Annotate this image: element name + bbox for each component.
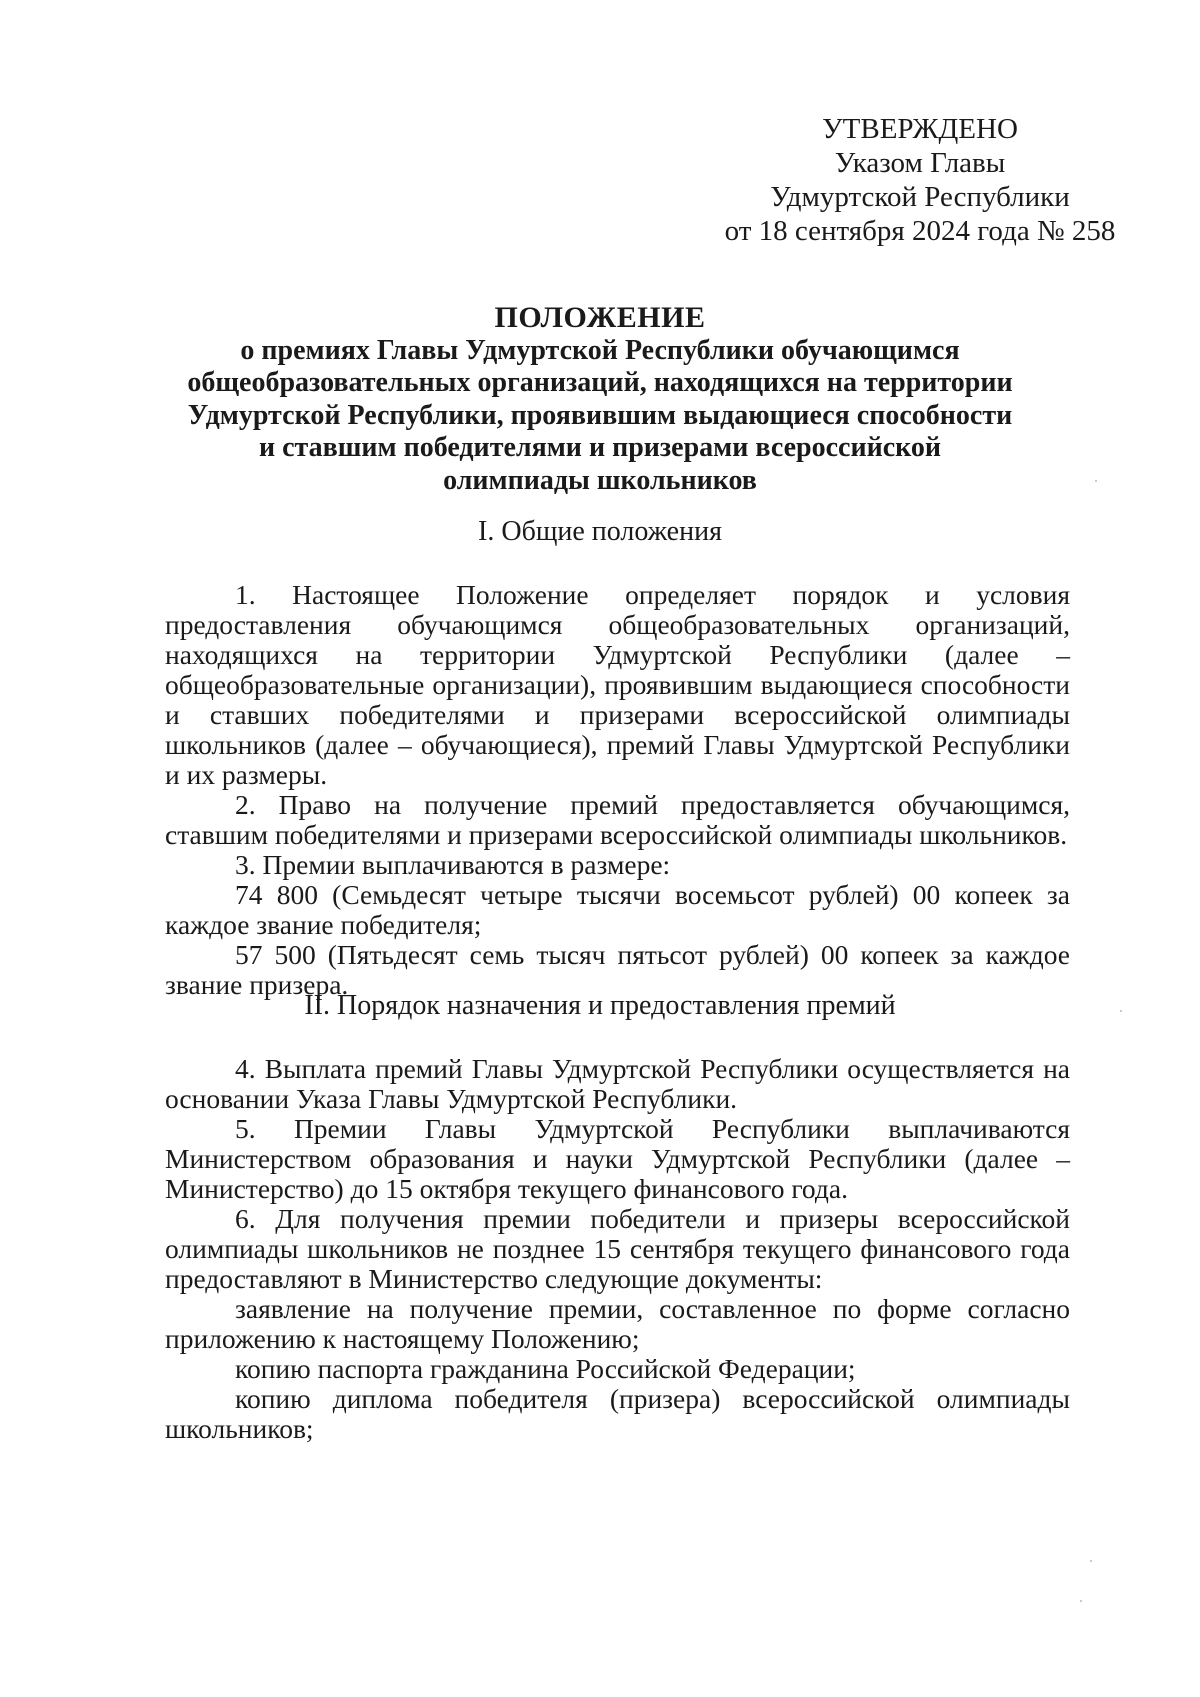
document-title bbox=[150, 302, 1050, 497]
paragraph-6: 6. Для получения премии победители и призеры всероссийской олимпиады школьников не позднее 15 сентября текущего финансового года предоставляют в Министерство следующие документы: bbox=[165, 1203, 1070, 1294]
section-1-body bbox=[165, 580, 1070, 1000]
paragraph-3: 3. Премии выплачиваются в размере: bbox=[235, 849, 671, 880]
paragraph-2: 2. Право на получение премий предоставляется обучающимся, ставшим победителями и призерами всероссийской олимпиады школьников. bbox=[165, 789, 1070, 850]
approval-line-1: УТВЕРЖДЕНО bbox=[822, 113, 1018, 145]
section-2-body bbox=[165, 1054, 1070, 1444]
paragraph-3-prizewinner: 57 500 (Пятьдесят семь тысяч пятьсот рублей) 00 копеек за каждое звание призера. bbox=[165, 939, 1070, 1000]
section-1-heading: I. Общие положения bbox=[478, 516, 722, 547]
scan-speck bbox=[1080, 1600, 1082, 1602]
scan-speck bbox=[1090, 1560, 1092, 1562]
paragraph-4: 4. Выплата премий Главы Удмуртской Республики осуществляется на основании Указа Главы Удмуртской Республики. bbox=[165, 1053, 1070, 1114]
approval-line-3: Удмуртской Республики bbox=[770, 181, 1070, 213]
title-line-4: и ставшим победителями и призерами всероссийской bbox=[258, 432, 942, 463]
paragraph-3-winner: 74 800 (Семьдесят четыре тысячи восемьсот рублей) 00 копеек за каждое звание победителя; bbox=[165, 879, 1070, 940]
paragraph-6-application: заявление на получение премии, составленное по форме согласно приложению к настоящему Положению; bbox=[165, 1293, 1070, 1354]
title-line-3: Удмуртской Республики, проявившим выдающиеся способности bbox=[187, 399, 1013, 431]
paragraph-1: 1. Настоящее Положение определяет порядок и условия предоставления обучающимся общеобразовательных организаций, находящихся на территории Удмуртской Республики (далее – общеобразовательные организации), проявившим выдающиеся способности и ставших победителями и призерами всероссийской олимпиады школьников (далее – обучающиеся), премий Главы Удмуртской Республики и их размеры. bbox=[165, 579, 1070, 790]
approval-line-4: от 18 сентября 2024 года № 258 bbox=[724, 215, 1116, 247]
approval-stamp bbox=[720, 112, 1120, 248]
title-line-5: олимпиады школьников bbox=[443, 464, 757, 496]
paragraph-6-passport: копию паспорта гражданина Российской Федерации; bbox=[235, 1353, 856, 1384]
paragraph-6-diploma: копию диплома победителя (призера) всероссийской олимпиады школьников; bbox=[165, 1383, 1070, 1444]
title-line-2: общеобразовательных организаций, находящихся на территории bbox=[187, 367, 1013, 398]
section-2-heading: II. Порядок назначения и предоставления премий bbox=[304, 990, 896, 1021]
title-heading: ПОЛОЖЕНИЕ bbox=[494, 301, 706, 334]
paragraph-5: 5. Премии Главы Удмуртской Республики выплачиваются Министерством образования и науки Удмуртской Республики (далее – Министерство) до 15 октября текущего финансового года. bbox=[165, 1113, 1070, 1204]
scan-speck bbox=[1120, 1010, 1122, 1012]
title-line-1: о премиях Главы Удмуртской Республики обучающимся bbox=[240, 334, 960, 366]
approval-line-2: Указом Главы bbox=[834, 147, 1006, 179]
scan-speck bbox=[1095, 480, 1097, 482]
